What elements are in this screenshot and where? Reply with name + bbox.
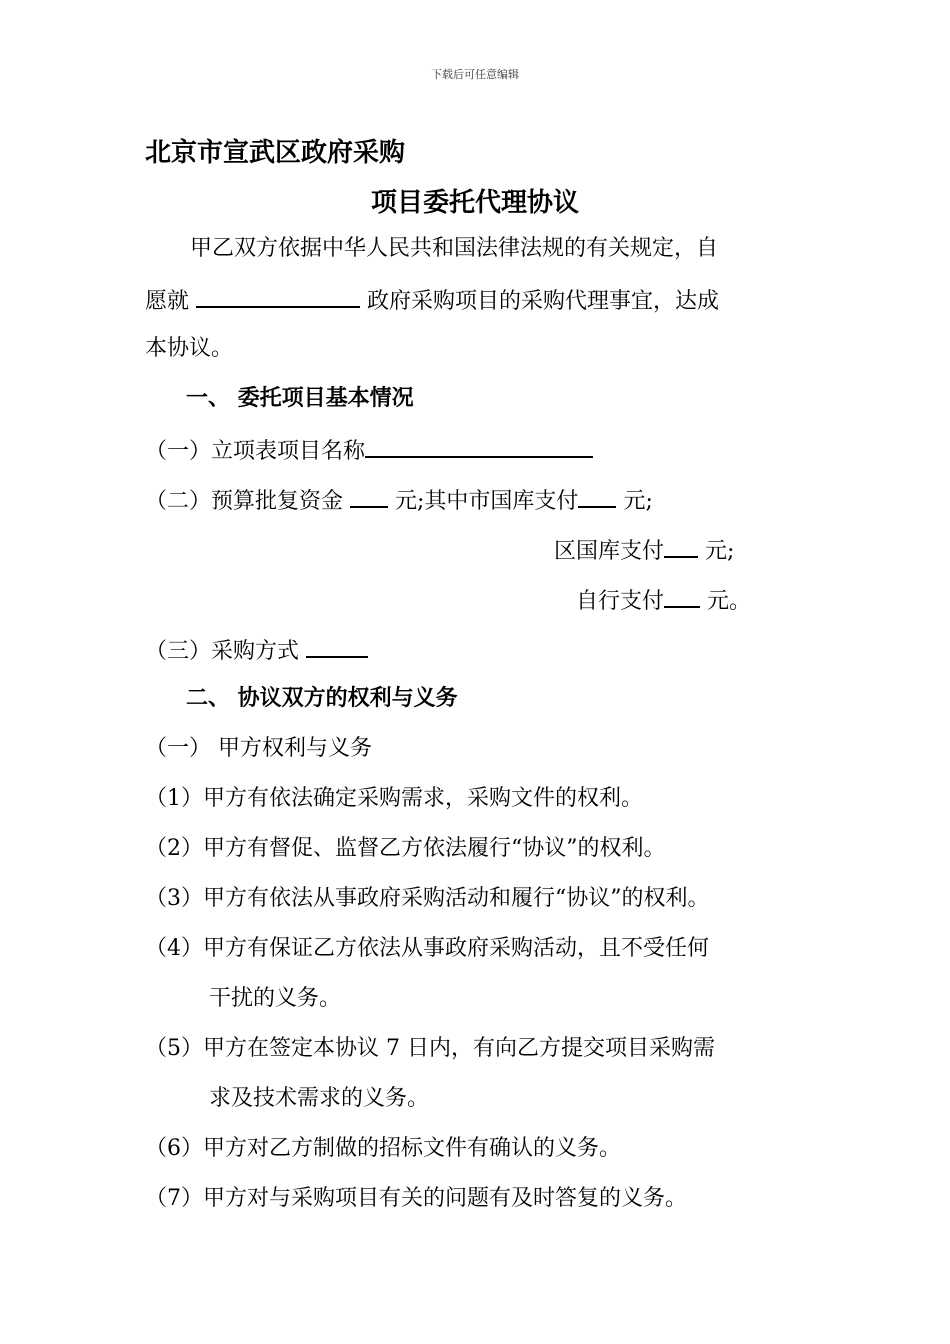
section1-heading: 一、 委托项目基本情况 [186,386,414,411]
item-budget-district-unit: 元; [705,539,735,564]
item-budget-self-label: 自行支付 [576,589,665,614]
item-budget-self [576,584,751,617]
section2-sub1: （一） 甲方权利与义务 [145,736,372,761]
page-header: 下载后可任意编辑 [431,68,519,81]
section2-heading: 二、 协议双方的权利与义务 [186,686,458,711]
intro-line3: 本协议。 [145,336,234,361]
clause-5-line1: （5）甲方在签定本协议 7 日内，有向乙方提交项目采购需 [145,1036,715,1061]
item-budget-city-label: 元;其中市国库支付 [395,489,579,514]
intro-line2-end: 政府采购项目的采购代理事宜，达成 [367,289,720,314]
clause-6: （6）甲方对乙方制做的招标文件有确认的义务。 [145,1136,621,1161]
item-project-name-blank [365,434,593,458]
item-budget-district-label: 区国库支付 [554,539,665,564]
clause-3: （3）甲方有依法从事政府采购活动和履行“协议”的权利。 [145,886,710,911]
clause-5-line2: 求及技术需求的义务。 [209,1086,430,1111]
item-budget-district [554,534,734,567]
item-budget-unit: 元; [623,489,653,514]
item-budget-label: （二）预算批复资金 [145,489,344,514]
intro-line1: 甲乙双方依据中华人民共和国法律法规的有关规定，自 [190,236,719,261]
clause-1: （1）甲方有依法确定采购需求，采购文件的权利。 [145,786,643,811]
budget-total-blank [350,484,388,508]
budget-self-blank [664,584,700,608]
item-project-name-label: （一）立项表项目名称 [145,439,366,464]
intro-line2 [145,284,719,317]
clause-7: （7）甲方对与采购项目有关的问题有及时答复的义务。 [145,1186,687,1211]
procurement-method-blank [306,634,368,658]
item-budget [145,484,653,517]
budget-city-blank [578,484,616,508]
clause-4-line2: 干扰的义务。 [209,986,342,1011]
item-budget-self-unit: 元。 [707,589,752,614]
project-name-blank [196,284,360,308]
item-procurement-method-label: （三）采购方式 [145,639,300,664]
item-procurement-method [145,634,368,667]
clause-2: （2）甲方有督促、监督乙方依法履行“协议”的权利。 [145,836,666,861]
budget-district-blank [664,534,698,558]
document-title-line2: 项目委托代理协议 [370,188,579,218]
item-project-name [145,434,593,467]
document-title-line1: 北京市宣武区政府采购 [145,138,406,168]
clause-4-line1: （4）甲方有保证乙方依法从事政府采购活动，且不受任何 [145,936,709,961]
intro-line2-start: 愿就 [145,289,190,314]
